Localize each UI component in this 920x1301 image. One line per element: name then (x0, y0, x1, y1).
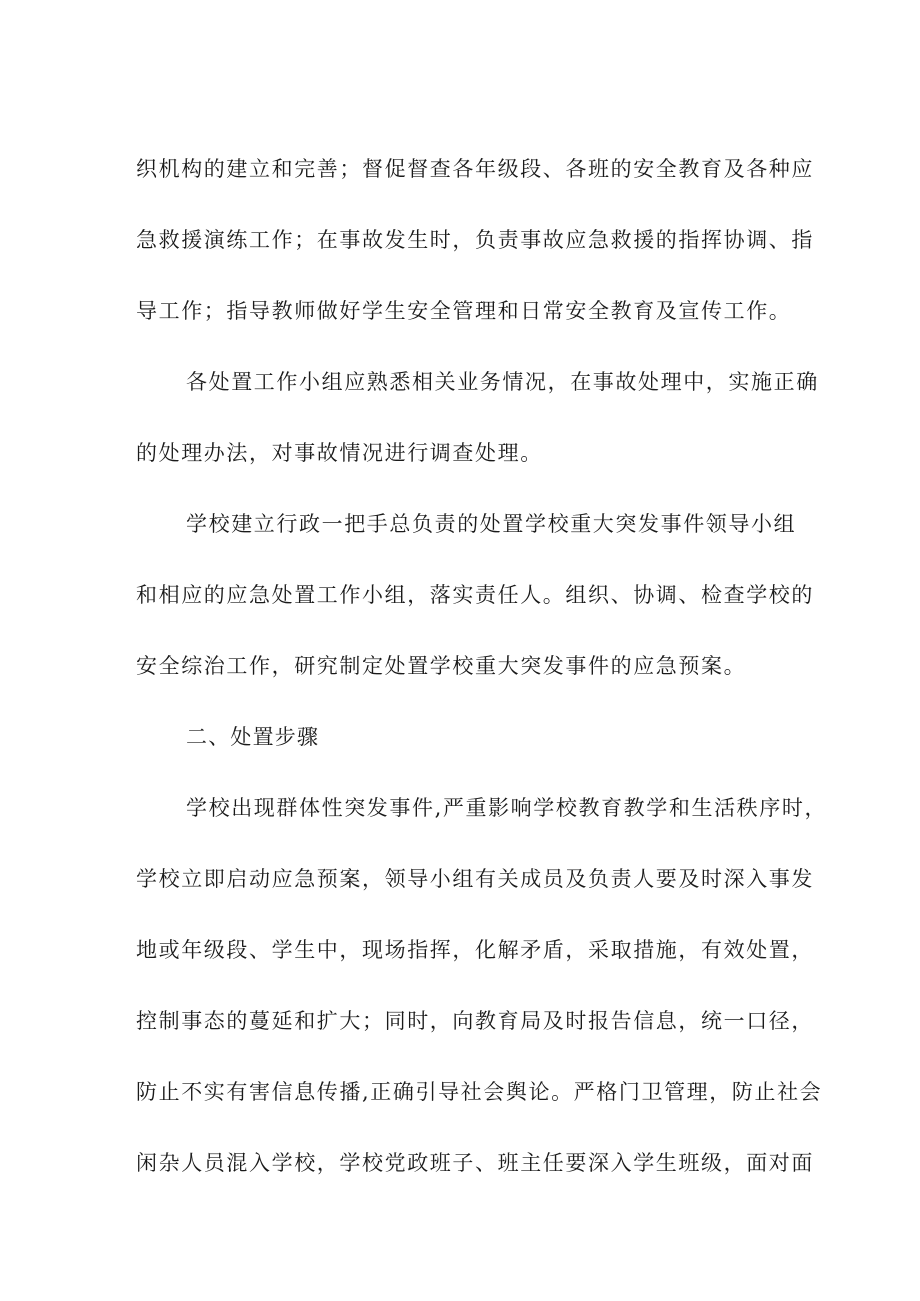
paragraph-line: 闲杂人员混入学校，学校党政班子、班主任要深入学生班级，面对面 (136, 1151, 814, 1175)
paragraph-line: 防止不实有害信息传播,正确引导社会舆论。严格门卫管理，防止社会 (136, 1080, 823, 1104)
paragraph-first-line: 各处置工作小组应熟悉相关业务情况，在事故处理中，实施正确 (186, 370, 819, 394)
paragraph-line: 和相应的应急处置工作小组，落实责任人。组织、协调、检查学校的 (136, 583, 814, 607)
paragraph-line: 织机构的建立和完善；督促督查各年级段、各班的安全教育及各种应 (136, 157, 814, 181)
paragraph-first-line: 学校出现群体性突发事件,严重影响学校教育教学和生活秩序时， (186, 796, 828, 820)
paragraph-first-line: 学校建立行政一把手总负责的处置学校重大突发事件领导小组 (186, 512, 797, 536)
section-heading: 二、处置步骤 (186, 725, 320, 749)
paragraph-line: 安全综治工作，研究制定处置学校重大突发事件的应急预案。 (136, 654, 747, 678)
paragraph-line: 急救援演练工作；在事故发生时，负责事故应急救援的指挥协调、指 (136, 228, 814, 252)
paragraph-line: 控制事态的蔓延和扩大；同时，向教育局及时报告信息，统一口径， (136, 1009, 814, 1033)
paragraph-line: 导工作；指导教师做好学生安全管理和日常安全教育及宣传工作。 (136, 299, 792, 323)
paragraph-line: 学校立即启动应急预案，领导小组有关成员及负责人要及时深入事发 (136, 867, 814, 891)
paragraph-line: 地或年级段、学生中，现场指挥，化解矛盾，采取措施，有效处置， (136, 938, 814, 962)
paragraph-line: 的处理办法，对事故情况进行调查处理。 (136, 441, 543, 465)
